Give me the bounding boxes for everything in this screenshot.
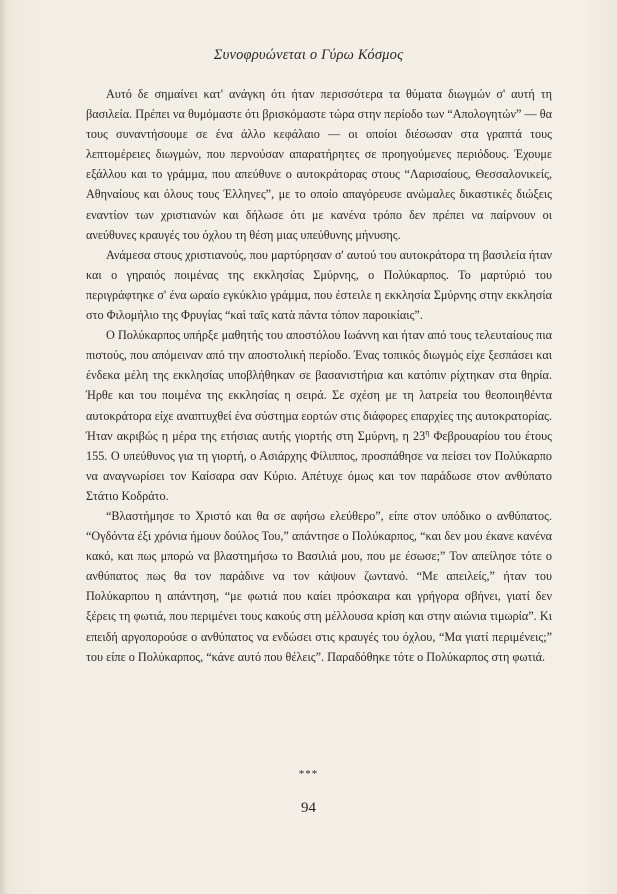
body-text bbox=[86, 84, 552, 667]
paragraph-2: Ανάμεσα στους χριστιανούς, που μαρτύρησαν σ' αυτού του αυτοκράτορα τη βασιλεία ήταν και ο γηραιός ποιμένας της εκκλησίας Σμύρνης, ο Πολύκαρπος. Το μαρτύριό του περιγράφτηκε σ' ένα ωραίο εγκύκλιο γράμμα, που έστειλε η εκκλησία Σμύρνης στην εκκλησία στο Φιλομήλιο της Φρυγίας “καὶ ταῖς κατὰ πάντα τόπον παροικίαις”. bbox=[86, 247, 552, 323]
paragraph-3 bbox=[86, 325, 552, 506]
section-separator: *** bbox=[298, 768, 319, 780]
paragraph-4: “Βλαστήμησε το Χριστό και θα σε αφήσω ελεύθερο”, είπε στον υπόδικο ο ανθύπατος. “Ογδόντα έξι χρόνια ήμουν δούλος Του,” απάντησε ο Πολύκαρπος, “και δεν μου έκανε κανένα κακό, και πως μπορώ να βλαστημήσω το Βασιλιά μου, που με έσωσε;” Τον απείλησε τότε ο ανθύπατος πως θα τον παράδινε να τον κάψουν ζωντανό. “Με απειλείς,” ήταν του Πολύκαρπου η απάντηση, “με φωτιά που καίει πρόσκαιρα και γρήγορα σβήνει, γιατί δεν ξέρεις τη φωτιά, που περιμένει τους κακούς στη μέλλουσα κρίση και στην αιώνια τιμωρία”. Κι επειδή αργοπορούσε ο ανθύπατος να ενδώσει στις κραυγές του όχλου, “Μα γιατί περιμένεις;” του είπε ο Πολύκαρπος, “κάνε αυτό που θέλεις”. Παραδόθηκε τότε ο Πολύκαρπος στη φωτιά. bbox=[86, 508, 552, 664]
paragraph-1: Αυτό δε σημαίνει κατ' ανάγκη ότι ήταν περισσότερα τα θύματα διωγμών σ' αυτή τη βασιλεία. Πρέπει να θυμόμαστε ότι βρισκόμαστε τώρα στην περίοδο των “Απολογητών” — θα τους συναντήσουμε σε ένα άλλο κεφάλαιο — οι οποίοι διέσωσαν στα γραπτά τους λεπτομέρειες διωγμών, που περνούσαν απαρατήρητες σε προηγούμενες περιόδους. Έχουμε εξάλλου και το γράμμα, που απεύθυνε ο αυτοκράτορας στους “Λαρισαίους, Θεσσαλονικείς, Αθηναίους και όλους τους Έλληνες”, με το οποίο απαγόρευσε ανώμαλες δικαστικές διώξεις εναντίον των χριστιανών και δήλωσε ότι με κανένα τρόπο δεν πρέπει να παίρνουν οι ανεύθυνες κραυγές του όχλου τη θέση μιας υπεύθυνης μήνυσης. bbox=[86, 87, 552, 242]
running-header: Συνοφρυώνεται ο Γύρω Κόσμος bbox=[213, 47, 404, 63]
ordinal-superscript: η bbox=[425, 427, 430, 437]
paragraph-3-tail: Φεβρουαρίου του έτους 155. Ο υπεύθυνος για τη γιορτή, ο Ασιάρχης Φίλιππος, προσπάθησε να πείσει τον Πολύκαρπο να αναγνωρίσει τον Καίσαρα σαν Κύριο. Απέτυχε όμως και τον παράδωσε στον ανθύπατο Στάτιο Κοδράτο. bbox=[86, 428, 553, 503]
page-spine-shadow bbox=[0, 0, 8, 894]
page-number: 94 bbox=[301, 800, 316, 816]
paragraph-3-text: Ο Πολύκαρπος υπήρξε μαθητής του αποστόλου Ιωάννη και ήταν από τους τελευταίους πια πιστούς, που απόμειναν από την αποστολική περίοδο. Ένας τοπικός διωγμός είχε ξεσπάσει και ένδεκα μέλη της εκκλησίας υποβλήθηκαν σε βασανιστήρια και κατόπιν ρίχτηκαν στα θηρία. Ήρθε και του ποιμένα της εκκλησίας η σειρά. Σε σχέση με τη λατρεία του θεοποιηθέντα αυτοκράτορα είχε αναπτυχθεί ένα σύστημα εορτών στις διάφορες επαρχίες της αυτοκρατορίας. Ήταν ακριβώς η μέρα της ετήσιας αυτής γιορτής στη Σμύρνη, η 23 bbox=[86, 328, 552, 443]
